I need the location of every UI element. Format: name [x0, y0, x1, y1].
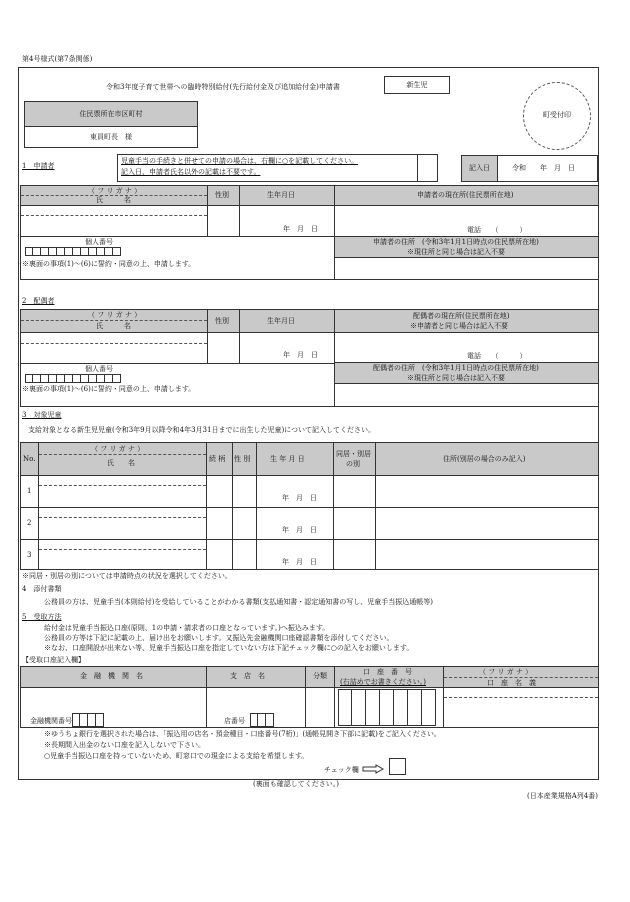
account-holder-label: 口 座 名 義	[487, 679, 536, 687]
section2-heading: 2 配偶者	[22, 297, 55, 305]
rule	[20, 236, 335, 237]
rule	[20, 507, 599, 508]
rule	[239, 310, 240, 363]
account-note-1: ※ゆうちょ銀行を選択された場合は、「振込用の店名・預金種目・口座番号(7桁)」(通帳見開き下部に記載)をご記入ください。	[44, 730, 441, 738]
rule	[232, 443, 233, 570]
rule	[20, 539, 599, 540]
rule	[39, 549, 206, 550]
rule	[444, 677, 598, 678]
account-number-digits[interactable]	[338, 689, 436, 726]
account-furigana-label: （ フ リ ガ ナ ）	[479, 668, 533, 676]
section1-notice-line1: 児童手当の手続きと併せての申請の場合は、右欄に○を記載してください。	[121, 157, 359, 165]
rule	[21, 215, 207, 216]
spouse-gender-field[interactable]	[209, 334, 237, 362]
birthdate-ymd[interactable]: 年 月 日	[283, 351, 318, 359]
section4-heading: 4 添付書類	[22, 585, 62, 593]
rule	[20, 363, 335, 364]
jan1-address-field[interactable]	[336, 259, 597, 279]
applicant-gender-field[interactable]	[209, 207, 237, 235]
rule	[444, 697, 598, 698]
child-2-name-field[interactable]	[40, 519, 204, 537]
branch-name-field[interactable]	[208, 689, 303, 713]
rule	[20, 205, 599, 206]
rule	[334, 310, 335, 407]
branch-code-label: 店番号	[224, 717, 245, 725]
child-birth-ymd[interactable]: 年 月 日	[282, 494, 317, 502]
child-2-address-field[interactable]	[377, 509, 597, 537]
account-heading: 【受取口座記入欄】	[22, 656, 85, 664]
section5-line3: ※なお、口座開設が出来ない等、児童手当振込口座を指定していない方は下記チェック欄に○の記入をお願いします。	[44, 644, 414, 652]
spouse-address-note: ※申請者と同じ場合は記入不要	[410, 322, 508, 330]
rule	[305, 667, 306, 728]
name-label: 氏 名	[96, 322, 131, 330]
arrow-right-icon	[362, 764, 384, 774]
my-number-digits[interactable]	[25, 374, 121, 383]
bank-name-field[interactable]	[22, 689, 204, 713]
child-3-address-field[interactable]	[377, 541, 597, 569]
spouse-name-field[interactable]	[22, 344, 205, 362]
rule	[20, 332, 599, 333]
child-3-name-field[interactable]	[40, 551, 204, 569]
phone-label[interactable]: 電話 （ ）	[467, 226, 527, 234]
rule	[20, 687, 599, 688]
section1-notice-line2: 記入日、申請者氏名以外の記載は不要です。	[121, 168, 261, 176]
rule	[256, 443, 257, 570]
section3-heading: 3 対象児童	[22, 411, 62, 419]
rule	[334, 667, 335, 728]
cash-check-box[interactable]	[389, 758, 406, 775]
category-field[interactable]	[307, 689, 333, 726]
footer-back: (裏面も確認してください。)	[253, 780, 339, 788]
col-furigana: （ フ リ ガ ナ ）	[91, 445, 145, 453]
birthdate-ymd[interactable]: 年 月 日	[283, 225, 318, 233]
col-relation: 続 柄	[209, 455, 226, 463]
child-2-cohab-field[interactable]	[335, 509, 373, 537]
child-1-name-field[interactable]	[40, 487, 204, 505]
account-note-3: ○児童手当振込口座を持っていないため、町窓口での現金による支給を希望します。	[44, 752, 309, 760]
spouse-address-header: 配偶者の現在所(住民票所在地)	[413, 312, 510, 320]
gender-label: 性別	[215, 317, 229, 325]
account-holder-field[interactable]	[445, 699, 596, 726]
rule	[20, 475, 599, 476]
entry-date-label: 記入日	[461, 155, 498, 182]
bank-code-label: 金融機関番号	[30, 717, 72, 725]
rule	[207, 186, 208, 236]
col-no: No.	[23, 455, 36, 463]
applicant-name-field[interactable]	[22, 217, 205, 235]
child-row-number: 3	[27, 551, 32, 559]
rule	[39, 485, 206, 486]
birthdate-label: 生年月日	[267, 317, 295, 325]
child-birth-ymd[interactable]: 年 月 日	[282, 558, 317, 566]
address-header: 申請者の現在所(住民票所在地)	[417, 191, 514, 199]
my-number-label: 個人番号	[85, 238, 113, 246]
rule	[207, 310, 208, 363]
jan1-address-label: 配偶者の住所 (令和3年1月1日時点の住民票所在地)	[373, 364, 539, 372]
my-number-label: 個人番号	[85, 365, 113, 373]
name-label: 氏 名	[96, 196, 131, 204]
child-1-address-field[interactable]	[377, 477, 597, 505]
section1-check-box[interactable]	[417, 154, 438, 182]
jan1-address-note: ※現住所と同じ場合は記入不要	[407, 374, 505, 382]
col-cohab: 同居・別居	[336, 450, 371, 458]
rule	[333, 443, 334, 570]
gender-label: 性別	[215, 191, 229, 199]
bank-code-digits[interactable]	[72, 713, 104, 727]
pledge-text: ※裏面の事項(1)～(6)に誓約・同意の上、申請します。	[22, 260, 196, 268]
child-row-number: 1	[27, 487, 32, 495]
rule	[239, 186, 240, 236]
col-birth: 生 年 月 日	[270, 455, 305, 463]
rule	[334, 186, 335, 280]
section4-text: 公務員の方は、児童手当(本則給付)を受給していることがわかる書類(支払通知書・認定通知書の写し、児童手当振込通帳等)	[44, 598, 433, 606]
bank-name-label: 金 融 機 関 名	[80, 672, 143, 680]
account-note-2: ※長期間入出金のない口座を記入しないで下さい。	[44, 741, 205, 749]
addressee-name[interactable]: 東員町長 様	[24, 126, 198, 148]
category-label: 分類	[313, 672, 327, 680]
section5-heading: 5 受取方法	[22, 613, 62, 621]
section3-intro: 支給対象となる新生児児童(令和3年9月以降令和4年3月31日までに出生した児童)について記入してください。	[28, 426, 376, 434]
col-gender: 性 別	[234, 455, 251, 463]
branch-name-label: 支 店 名	[230, 672, 265, 680]
entry-date-value[interactable]: 令和 年 月 日	[497, 155, 598, 182]
section5-line1: 給付金は児童手当振込口座(原則、1の申請・請求者の口座となっています。)へ振込みます。	[44, 624, 330, 632]
section1-heading: 1 申請者	[22, 162, 55, 170]
rule	[375, 443, 376, 570]
pledge-text: ※裏面の事項(1)～(6)に誓約・同意の上、申請します。	[22, 385, 196, 393]
section3-footnote: ※同居・別居の別については申請時点の状況を選択してください。	[22, 572, 232, 580]
rule	[39, 517, 206, 518]
form-number: 第4号様式(第7条関係)	[22, 55, 93, 63]
jan1-address-label: 申請者の住所 (令和3年1月1日時点の住民票所在地)	[373, 238, 539, 246]
rule	[39, 454, 206, 455]
phone-label[interactable]: 電話 （ ）	[467, 352, 527, 360]
form-title: 令和3年度子育て世帯への臨時特別給付(先行給付金及び追加給付金)申請書	[106, 83, 340, 91]
birthdate-label: 生年月日	[267, 191, 295, 199]
col-name: 氏 名	[107, 459, 135, 467]
rule	[206, 667, 207, 728]
reception-stamp: 町受付印	[523, 82, 591, 150]
addressee-label: 住民票所在市区町村	[24, 101, 198, 127]
account-number-label: 口 座 番 号	[363, 668, 412, 676]
col-cohab-2: の別	[346, 460, 360, 468]
account-number-note: (右詰めでお書きください。)	[340, 678, 426, 686]
rule	[38, 443, 39, 570]
jan1-address-note: ※現住所と同じ場合は記入不要	[407, 248, 505, 256]
form-badge: 新生児	[384, 76, 450, 94]
rule	[206, 443, 207, 570]
child-3-cohab-field[interactable]	[335, 541, 373, 569]
branch-code-digits[interactable]	[250, 713, 274, 727]
furigana-label: （ フ リ ガ ナ ）	[88, 311, 142, 319]
rule	[21, 320, 207, 321]
footer-standard: (日本産業規格A列4番)	[527, 792, 598, 800]
jan1-address-field[interactable]	[336, 385, 597, 406]
col-address: 住所(別居の場合のみ記入)	[443, 455, 526, 463]
check-label: チェック欄	[324, 766, 359, 774]
furigana-label: （ フ リ ガ ナ ）	[88, 187, 142, 195]
child-row-number: 2	[27, 519, 32, 527]
child-1-cohab-field[interactable]	[335, 477, 373, 505]
section5-line2: 公務員の方等は下記に記載の上、届け出をお願いします。又振込先金融機関口座確認書類を添付してください。	[44, 634, 394, 642]
my-number-digits[interactable]	[25, 247, 121, 256]
child-birth-ymd[interactable]: 年 月 日	[282, 526, 317, 534]
